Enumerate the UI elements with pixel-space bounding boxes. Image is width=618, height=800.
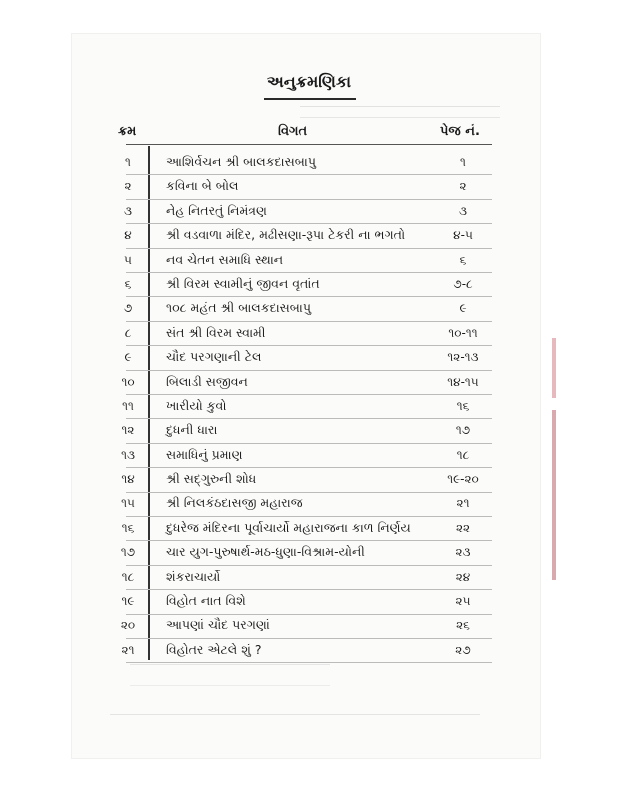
entry-page: ૧૬ [456,398,470,413]
entry-page: ૧૨-૧૩ [447,350,479,365]
entry-title: આશિર્વચન શ્રી બાલકદાસબાપુ [166,154,316,169]
table-row [0,394,618,418]
entry-title: શ્રી સદ્‌ગુરુની શોધ [166,471,257,487]
entry-page: ૨૪ [455,569,471,584]
entry-page: ૧૮ [456,447,470,462]
table-row [0,443,618,467]
entry-title: દુધરેજ મંદિરના પૂર્વાચાર્યો મહારાજના કાળ નિર્ણય [166,519,411,535]
entry-title: વિહોત નાત વિશે [166,593,246,609]
table-row [0,565,618,589]
entry-page: ૨૩ [455,545,471,560]
entry-page: ૩ [459,203,467,218]
entry-number: ૧૭ [120,545,136,560]
table-row [0,248,618,272]
entry-title: કવિના બે બોલ [166,178,239,194]
entry-title: શ્રી વિરમ સ્વામીનું જીવન વૃતાંત [166,275,320,291]
row-separator [126,418,492,419]
entry-number: ૧ [125,155,131,169]
entry-title: નેહ નિતરતું નિમંત્રણ [166,202,267,218]
entry-number: ૯ [124,350,132,365]
row-separator [126,614,492,615]
row-separator [126,638,492,639]
entry-title: સમાધિનું પ્રમાણ [166,446,243,462]
header-page: પેજ નં. [440,124,480,139]
entry-title: ચૌદ પરગણાની ટેલ [166,349,262,365]
table-row [0,540,618,564]
entry-page: ૨૫ [455,594,471,609]
table-row [0,296,618,320]
entry-number: ૨૦ [120,618,136,633]
entry-number: ૧૯ [121,594,135,609]
entry-page: ૧૯-૨૦ [447,472,479,487]
entry-title: આપણાં ચૌદ પરગણાં [166,617,270,633]
entry-number: ૧૨ [121,423,135,438]
entry-number: ૮ [124,325,132,340]
entry-number: ૬ [124,276,132,291]
row-separator [126,565,492,566]
entry-number: ૪ [124,228,132,243]
entry-title: વિહોતર એટલે શું ? [166,641,262,657]
row-separator [126,223,492,224]
bleed-through-decoration [130,664,330,686]
table-row [0,345,618,369]
entry-number: ૧૧ [122,398,134,413]
table-row [0,174,618,198]
title-underline [264,98,356,100]
entry-title: શંકરાચાર્યો [166,568,221,584]
table-row [0,467,618,491]
entry-title: સંત શ્રી વિરમ સ્વામી [166,324,266,340]
entry-number: ૭ [123,301,133,316]
table-row [0,370,618,394]
entry-page: ૧૭ [455,423,471,438]
row-separator [126,540,492,541]
entry-title: બિલાડી સજીવન [166,373,248,389]
row-separator [126,174,492,175]
bleed-through-decoration [300,106,500,118]
table-row [0,589,618,613]
entry-number: ૧૪ [121,472,135,487]
table-row [0,321,618,345]
table-row [0,638,618,662]
entry-title: નવ ચેતન સમાધિ સ્થાન [166,251,284,267]
contents-table [0,150,618,662]
table-row [0,516,618,540]
row-separator [126,345,492,346]
bleed-through-decoration [110,708,480,715]
entry-title: ખારીયો કુવો [166,397,227,413]
entry-page: ૨૭ [455,642,471,657]
entry-page: ૯ [459,301,467,316]
entry-number: ૧૬ [121,520,135,535]
table-row [0,418,618,442]
row-separator [126,199,492,200]
header-topic: વિગત [278,124,308,139]
entry-page: ૭-૮ [453,276,473,291]
row-separator [126,321,492,322]
entry-title: ચાર યુગ-પુરુષાર્થ-મઠ-ધુણા-વિશ્રામ-યોની [166,544,365,560]
table-row [0,613,618,637]
entry-number: ૧૮ [121,569,135,584]
header-rule [126,144,492,145]
row-separator [126,662,492,663]
entry-number: ૧૫ [121,496,135,511]
row-separator [126,248,492,249]
row-separator [126,492,492,493]
row-separator [126,370,492,371]
entry-number: ૫ [124,252,132,267]
entry-page: ૧ [460,155,466,169]
entry-title: ૧૦૮ મહંત શ્રી બાલકદાસબાપુ [166,300,311,316]
entry-number: ૨ [124,179,132,194]
entry-page: ૨૧ [456,496,470,511]
table-row [0,150,618,174]
entry-page: ૨ [459,179,467,194]
entry-page: ૬ [459,252,467,267]
row-separator [126,272,492,273]
entry-number: ૨૧ [121,642,135,657]
entry-page: ૪-૫ [453,228,473,243]
entry-number: ૧૩ [121,447,135,462]
entry-number: ૩ [124,203,132,218]
row-separator [126,467,492,468]
page-title: અનુક્રમણિકા [266,72,352,91]
table-row [0,272,618,296]
table-row [0,223,618,247]
row-separator [126,296,492,297]
entry-title: શ્રી વડવાળા મંદિર, મઢીસણા-રૂપા ટેકરી ના ભગતો [166,227,406,243]
entry-page: ૧૦-૧૧ [448,325,478,340]
header-number: ક્રમ [118,124,137,139]
entry-page: ૨૨ [455,520,471,535]
table-row [0,491,618,515]
entry-page: ૨૬ [456,618,470,633]
entry-page: ૧૪-૧૫ [447,374,479,389]
table-row [0,199,618,223]
row-separator [126,589,492,590]
row-separator [126,394,492,395]
entry-title: દુધની ધારા [166,422,218,438]
entry-title: શ્રી નિલકંઠદાસજી મહારાજ [166,495,303,511]
entry-number: ૧૦ [121,374,135,389]
row-separator [126,443,492,444]
row-separator [126,516,492,517]
